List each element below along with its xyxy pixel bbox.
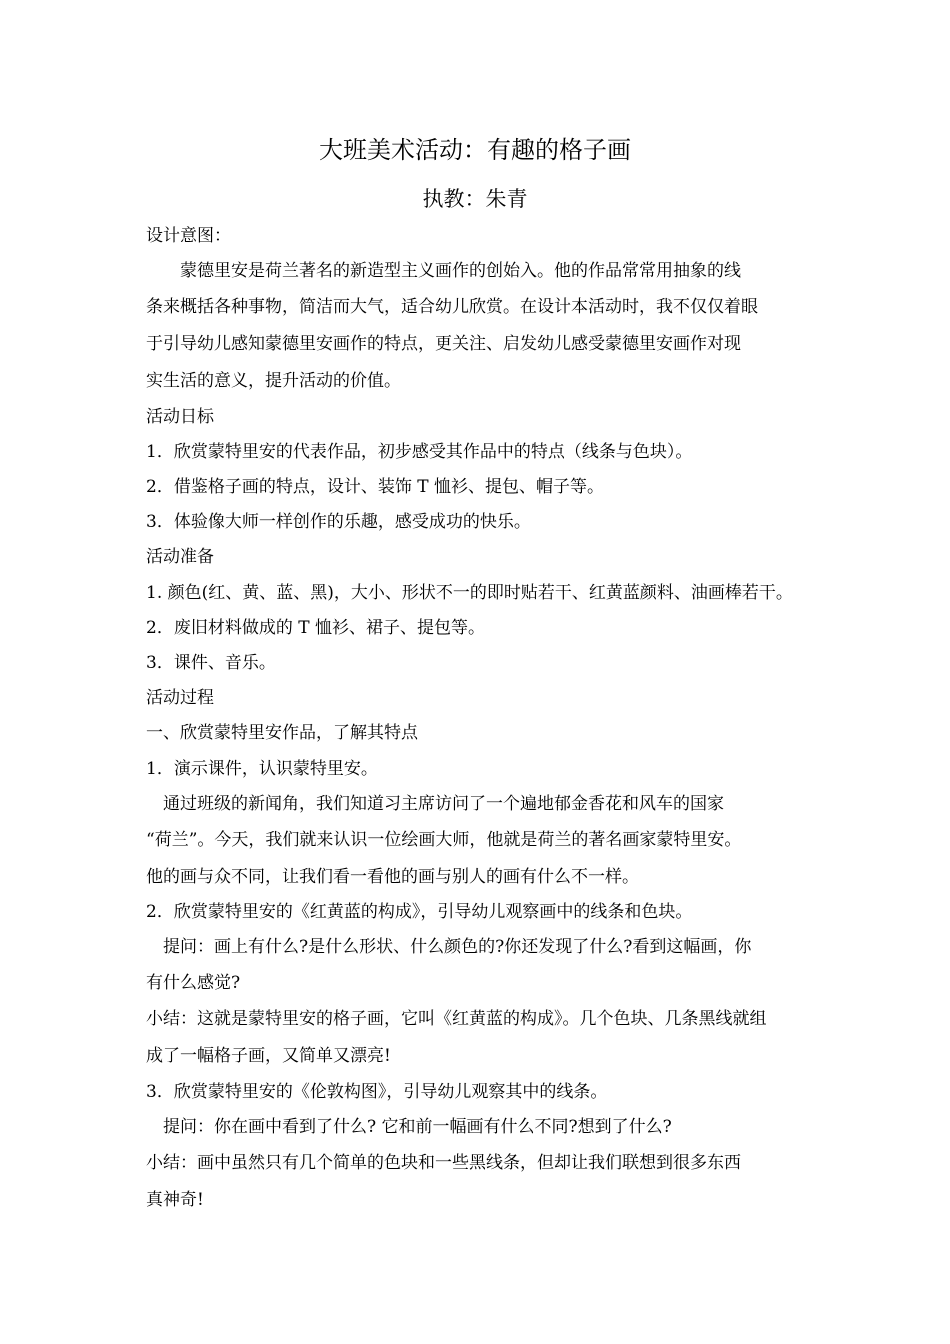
paragraph-line: 条来概括各种事物，简洁而大气，适合幼儿欣赏。在设计本活动时，我不仅仅着眼: [146, 297, 758, 317]
section-heading-preparation: 活动准备: [146, 547, 214, 567]
list-item: 3．体验像大师一样创作的乐趣，感受成功的快乐。: [146, 512, 531, 532]
list-item: 2．借鉴格子画的特点，设计、装饰 T 恤衫、提包、帽子等。: [146, 477, 604, 497]
subsection-heading: 一、欣赏蒙特里安作品，了解其特点: [146, 723, 418, 743]
paragraph-line: “荷兰”。今天，我们就来认识一位绘画大师，他就是荷兰的著名画家蒙特里安。: [146, 830, 742, 850]
list-item: 2．欣赏蒙特里安的《红黄蓝的构成》，引导幼儿观察画中的线条和色块。: [146, 902, 693, 922]
paragraph-line: 小结：这就是蒙特里安的格子画，它叫《红黄蓝的构成》。几个色块、几条黑线就组: [146, 1009, 767, 1029]
list-item: 1．欣赏蒙特里安的代表作品，初步感受其作品中的特点（线条与色块）。: [146, 442, 693, 462]
paragraph-line: 小结：画中虽然只有几个简单的色块和一些黑线条，但却让我们联想到很多东西: [146, 1153, 741, 1173]
list-item: 1．演示课件，认识蒙特里安。: [146, 759, 378, 779]
paragraph-line: 提问：你在画中看到了什么? 它和前一幅画有什么不同?想到了什么?: [146, 1117, 672, 1137]
paragraph-line: 于引导幼儿感知蒙德里安画作的特点，更关注、启发幼儿感受蒙德里安画作对现: [146, 334, 741, 354]
section-heading-process: 活动过程: [146, 688, 214, 708]
teacher-line: 执教：朱青: [422, 187, 528, 211]
paragraph-line: 真神奇!: [146, 1190, 204, 1210]
section-heading-design-intent: 设计意图：: [146, 226, 231, 246]
list-item: 3．欣赏蒙特里安的《伦敦构图》，引导幼儿观察其中的线条。: [146, 1082, 608, 1102]
list-item: 3．课件、音乐。: [146, 653, 276, 673]
paragraph-line: 通过班级的新闻角，我们知道习主席访问了一个遍地郁金香花和风车的国家: [146, 794, 724, 814]
list-item: 1. 颜色(红、黄、蓝、黑)，大小、形状不一的即时贴若干、红黄蓝颜料、油画棒若干。: [146, 583, 793, 603]
list-item: 2．废旧材料做成的 T 恤衫、裙子、提包等。: [146, 618, 485, 638]
paragraph-line: 有什么感觉?: [146, 973, 241, 993]
paragraph-line: 成了一幅格子画，又简单又漂亮!: [146, 1046, 391, 1066]
paragraph-line: 他的画与众不同，让我们看一看他的画与别人的画有什么不一样。: [146, 867, 639, 887]
paragraph-line: 蒙德里安是荷兰著名的新造型主义画作的创始入。他的作品常常用抽象的线: [146, 261, 741, 281]
paragraph-line: 提问：画上有什么?是什么形状、什么颜色的?你还发现了什么?看到这幅画，你: [146, 937, 752, 957]
document-title: 大班美术活动：有趣的格子画: [319, 136, 631, 164]
paragraph-line: 实生活的意义，提升活动的价值。: [146, 371, 401, 391]
section-heading-goals: 活动日标: [146, 407, 214, 427]
